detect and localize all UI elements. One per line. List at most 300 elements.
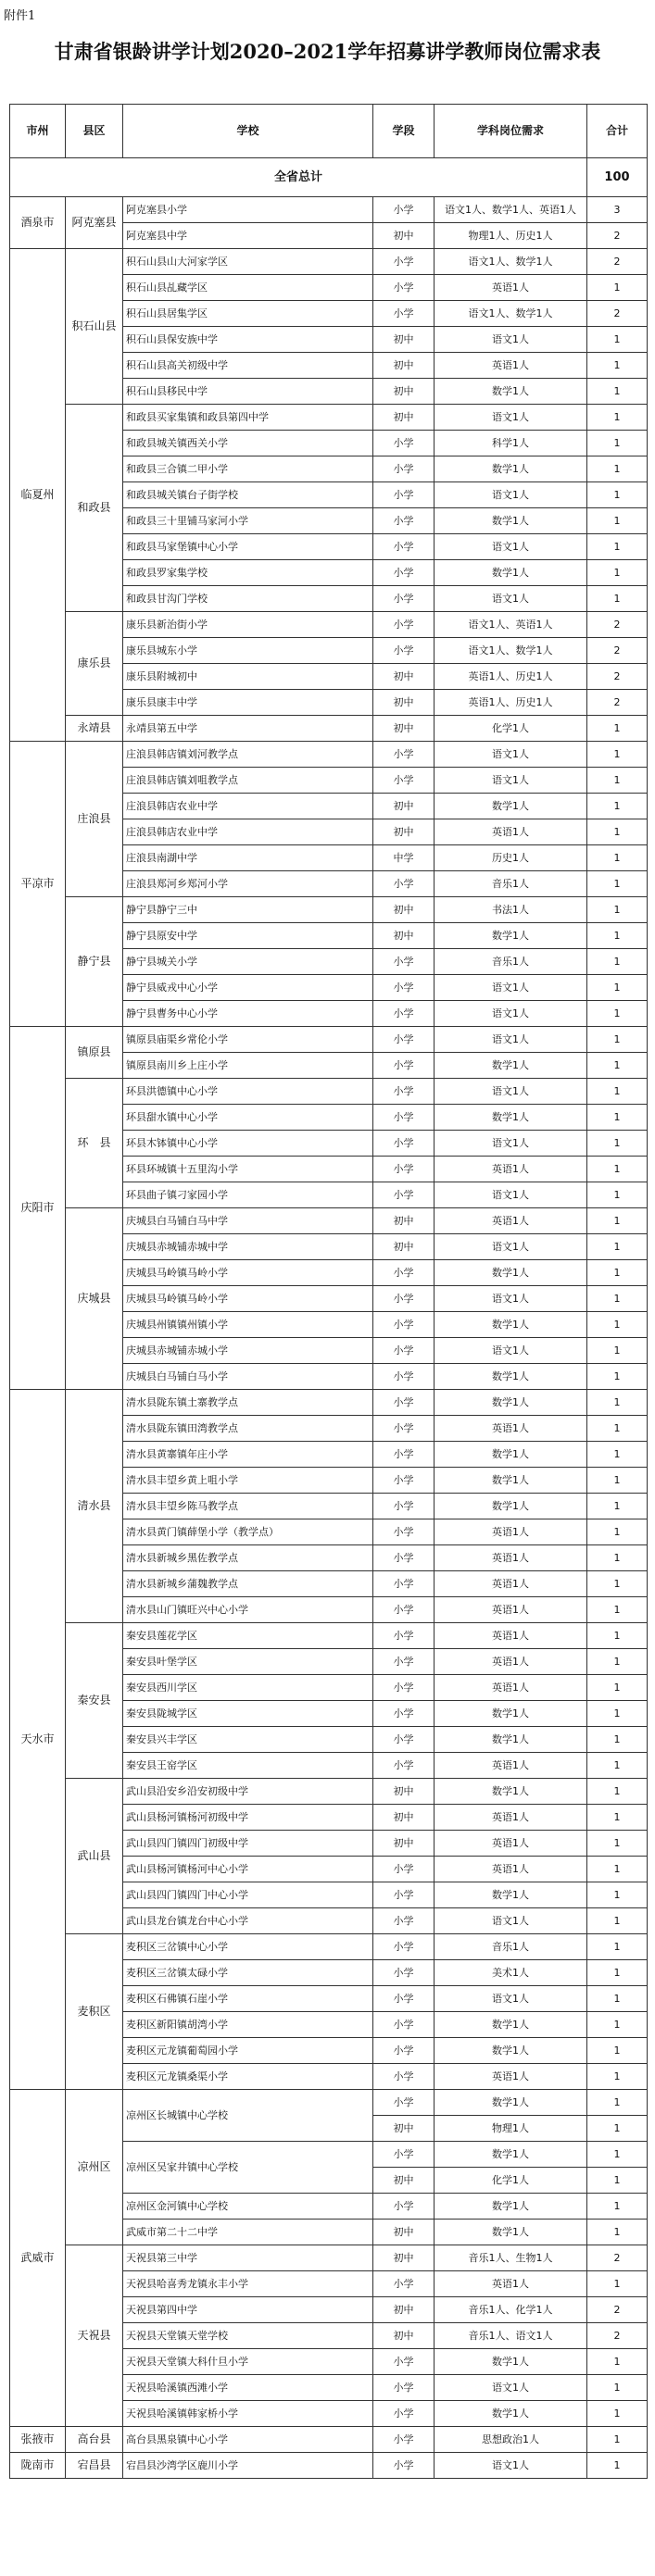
total-cell: 1 xyxy=(587,1286,648,1312)
need-cell: 英语1人 xyxy=(435,1753,587,1779)
school-cell: 武山县四门镇四门初级中学 xyxy=(123,1831,373,1857)
need-cell: 语文1人 xyxy=(435,327,587,353)
school-cell: 镇原县南川乡上庄小学 xyxy=(123,1053,373,1079)
need-cell: 英语1人 xyxy=(435,1597,587,1623)
total-cell: 1 xyxy=(587,2349,648,2375)
school-cell: 环县环城镇十五里沟小学 xyxy=(123,1157,373,1182)
stage-cell: 小学 xyxy=(373,482,435,508)
school-cell: 和政县城关镇西关小学 xyxy=(123,431,373,456)
total-cell: 1 xyxy=(587,1105,648,1131)
header-need: 学科岗位需求 xyxy=(435,105,587,158)
total-cell: 1 xyxy=(587,1779,648,1805)
total-cell: 2 xyxy=(587,2323,648,2349)
total-cell: 1 xyxy=(587,923,648,949)
county-cell: 武山县 xyxy=(66,1779,123,1934)
total-cell: 1 xyxy=(587,2012,648,2038)
stage-cell: 小学 xyxy=(373,1131,435,1157)
total-cell: 1 xyxy=(587,2453,648,2479)
need-cell: 语文1人 xyxy=(435,1182,587,1208)
stage-cell: 小学 xyxy=(373,2271,435,2297)
total-cell: 1 xyxy=(587,2142,648,2168)
city-cell: 天水市 xyxy=(10,1390,66,2090)
school-cell: 积石山县高关初级中学 xyxy=(123,353,373,379)
total-cell: 1 xyxy=(587,1001,648,1027)
need-cell: 物理1人 xyxy=(435,2116,587,2142)
stage-cell: 小学 xyxy=(373,1623,435,1649)
stage-cell: 小学 xyxy=(373,1986,435,2012)
table-row xyxy=(10,897,648,923)
stage-cell: 小学 xyxy=(373,1519,435,1545)
grand-total-value: 100 xyxy=(587,158,648,197)
need-cell: 思想政治1人 xyxy=(435,2427,587,2453)
stage-cell: 小学 xyxy=(373,1312,435,1338)
city-cell: 庆阳市 xyxy=(10,1027,66,1390)
need-cell: 数学1人 xyxy=(435,1882,587,1908)
need-cell: 数学1人 xyxy=(435,2038,587,2064)
school-cell: 清水县陇东镇田湾教学点 xyxy=(123,1416,373,1442)
county-cell: 环 县 xyxy=(66,1079,123,1208)
stage-cell: 初中 xyxy=(373,2297,435,2323)
school-cell: 凉州区吴家井镇中心学校 xyxy=(123,2142,373,2194)
need-cell: 数学1人 xyxy=(435,1494,587,1519)
header-row xyxy=(10,105,648,158)
total-cell: 1 xyxy=(587,2168,648,2194)
header-city: 市州 xyxy=(10,105,66,158)
total-cell: 1 xyxy=(587,456,648,482)
stage-cell: 初中 xyxy=(373,353,435,379)
total-cell: 1 xyxy=(587,949,648,975)
stage-cell: 初中 xyxy=(373,794,435,819)
need-cell: 语文1人 xyxy=(435,586,587,612)
stage-cell: 小学 xyxy=(373,1260,435,1286)
stage-cell: 小学 xyxy=(373,1157,435,1182)
table-row xyxy=(10,405,648,431)
school-cell: 秦安县王窑学区 xyxy=(123,1753,373,1779)
school-cell: 环县木钵镇中心小学 xyxy=(123,1131,373,1157)
total-cell: 1 xyxy=(587,768,648,794)
need-cell: 英语1人 xyxy=(435,1649,587,1675)
stage-cell: 小学 xyxy=(373,2375,435,2401)
need-cell: 书法1人 xyxy=(435,897,587,923)
school-cell: 武威市第二十二中学 xyxy=(123,2220,373,2245)
school-cell: 静宁县曹务中心小学 xyxy=(123,1001,373,1027)
stage-cell: 小学 xyxy=(373,1571,435,1597)
grand-total-label: 全省总计 xyxy=(10,158,587,197)
school-cell: 天祝县哈喜秀龙镇永丰小学 xyxy=(123,2271,373,2297)
total-cell: 1 xyxy=(587,1182,648,1208)
county-cell: 和政县 xyxy=(66,405,123,612)
table-row xyxy=(10,2427,648,2453)
stage-cell: 小学 xyxy=(373,975,435,1001)
total-cell: 1 xyxy=(587,716,648,742)
stage-cell: 小学 xyxy=(373,2349,435,2375)
stage-cell: 小学 xyxy=(373,1597,435,1623)
stage-cell: 小学 xyxy=(373,2427,435,2453)
total-cell: 1 xyxy=(587,353,648,379)
need-cell: 语文1人 xyxy=(435,2453,587,2479)
stage-cell: 小学 xyxy=(373,638,435,664)
stage-cell: 初中 xyxy=(373,1234,435,1260)
stage-cell: 小学 xyxy=(373,2064,435,2090)
city-cell: 武威市 xyxy=(10,2090,66,2427)
need-cell: 数学1人 xyxy=(435,1260,587,1286)
stage-cell: 小学 xyxy=(373,612,435,638)
need-cell: 语文1人 xyxy=(435,1001,587,1027)
school-cell: 庆城县赤城铺赤城中学 xyxy=(123,1234,373,1260)
stage-cell: 小学 xyxy=(373,508,435,534)
need-cell: 语文1人、数学1人 xyxy=(435,638,587,664)
need-cell: 英语1人 xyxy=(435,1805,587,1831)
need-cell: 数学1人 xyxy=(435,1442,587,1468)
total-cell: 1 xyxy=(587,1623,648,1649)
total-cell: 1 xyxy=(587,1571,648,1597)
stage-cell: 小学 xyxy=(373,2401,435,2427)
total-cell: 1 xyxy=(587,819,648,845)
school-cell: 凉州区长城镇中心学校 xyxy=(123,2090,373,2142)
stage-cell: 小学 xyxy=(373,1882,435,1908)
table-row xyxy=(10,2090,648,2116)
total-cell: 1 xyxy=(587,1131,648,1157)
need-cell: 语文1人 xyxy=(435,1908,587,1934)
table-row xyxy=(10,249,648,275)
school-cell: 庄浪县南湖中学 xyxy=(123,845,373,871)
county-cell: 静宁县 xyxy=(66,897,123,1027)
need-cell: 数学1人 xyxy=(435,1701,587,1727)
need-cell: 语文1人、数学1人 xyxy=(435,301,587,327)
total-cell: 2 xyxy=(587,2245,648,2271)
table-row xyxy=(10,1779,648,1805)
total-cell: 1 xyxy=(587,1649,648,1675)
header-total: 合计 xyxy=(587,105,648,158)
need-cell: 化学1人 xyxy=(435,2168,587,2194)
school-cell: 庄浪县韩店镇刘咀教学点 xyxy=(123,768,373,794)
need-cell: 音乐1人 xyxy=(435,1934,587,1960)
school-cell: 秦安县莲花学区 xyxy=(123,1623,373,1649)
school-cell: 庆城县白马铺白马中学 xyxy=(123,1208,373,1234)
need-cell: 数学1人 xyxy=(435,379,587,405)
school-cell: 庆城县州镇镇州镇小学 xyxy=(123,1312,373,1338)
school-cell: 和政县三十里铺马家河小学 xyxy=(123,508,373,534)
table-row xyxy=(10,1027,648,1053)
school-cell: 阿克塞县小学 xyxy=(123,197,373,223)
total-cell: 2 xyxy=(587,690,648,716)
table-row xyxy=(10,1079,648,1105)
total-cell: 1 xyxy=(587,1597,648,1623)
need-cell: 语文1人、英语1人 xyxy=(435,612,587,638)
school-cell: 庆城县白马铺白马小学 xyxy=(123,1364,373,1390)
school-cell: 秦安县兴丰学区 xyxy=(123,1727,373,1753)
total-cell: 1 xyxy=(587,379,648,405)
stage-cell: 初中 xyxy=(373,2116,435,2142)
total-cell: 1 xyxy=(587,586,648,612)
city-cell: 平凉市 xyxy=(10,742,66,1027)
school-cell: 康乐县新治街小学 xyxy=(123,612,373,638)
stage-cell: 小学 xyxy=(373,1053,435,1079)
school-cell: 庆城县马岭镇马岭小学 xyxy=(123,1286,373,1312)
stage-cell: 小学 xyxy=(373,249,435,275)
attachment-label: 附件1 xyxy=(4,9,36,23)
stage-cell: 小学 xyxy=(373,1468,435,1494)
total-cell: 1 xyxy=(587,1857,648,1882)
need-cell: 数学1人 xyxy=(435,923,587,949)
table-row xyxy=(10,612,648,638)
school-cell: 宕昌县沙湾学区鹿川小学 xyxy=(123,2453,373,2479)
school-cell: 庄浪县韩店农业中学 xyxy=(123,794,373,819)
total-cell: 1 xyxy=(587,1805,648,1831)
county-cell: 康乐县 xyxy=(66,612,123,716)
stage-cell: 小学 xyxy=(373,456,435,482)
stage-cell: 初中 xyxy=(373,2168,435,2194)
total-cell: 2 xyxy=(587,638,648,664)
need-cell: 音乐1人、生物1人 xyxy=(435,2245,587,2271)
school-cell: 康乐县附城初中 xyxy=(123,664,373,690)
stage-cell: 初中 xyxy=(373,1208,435,1234)
city-cell: 陇南市 xyxy=(10,2453,66,2479)
school-cell: 武山县杨河镇杨河中心小学 xyxy=(123,1857,373,1882)
need-cell: 数学1人 xyxy=(435,2349,587,2375)
total-cell: 1 xyxy=(587,1494,648,1519)
need-cell: 数学1人 xyxy=(435,1727,587,1753)
stage-cell: 小学 xyxy=(373,1416,435,1442)
stage-cell: 小学 xyxy=(373,1442,435,1468)
stage-cell: 小学 xyxy=(373,2142,435,2168)
total-cell: 1 xyxy=(587,327,648,353)
stage-cell: 小学 xyxy=(373,768,435,794)
school-cell: 天祝县哈溪镇韩家桥小学 xyxy=(123,2401,373,2427)
need-cell: 物理1人、历史1人 xyxy=(435,223,587,249)
total-cell: 1 xyxy=(587,1312,648,1338)
stage-cell: 初中 xyxy=(373,2220,435,2245)
school-cell: 康乐县城东小学 xyxy=(123,638,373,664)
total-cell: 1 xyxy=(587,742,648,768)
need-cell: 数学1人 xyxy=(435,2142,587,2168)
need-cell: 英语1人 xyxy=(435,1208,587,1234)
page-title: 甘肃省银龄讲学计划2020–2021学年招募讲学教师岗位需求表 xyxy=(54,40,601,63)
need-cell: 语文1人 xyxy=(435,742,587,768)
county-cell: 清水县 xyxy=(66,1390,123,1623)
total-cell: 1 xyxy=(587,1468,648,1494)
total-cell: 1 xyxy=(587,2375,648,2401)
county-cell: 阿克塞县 xyxy=(66,197,123,249)
county-cell: 庄浪县 xyxy=(66,742,123,897)
total-cell: 1 xyxy=(587,2427,648,2453)
school-cell: 和政县马家堡镇中心小学 xyxy=(123,534,373,560)
total-cell: 1 xyxy=(587,275,648,301)
need-cell: 数学1人 xyxy=(435,1779,587,1805)
stage-cell: 小学 xyxy=(373,1649,435,1675)
table-row xyxy=(10,1390,648,1416)
county-cell: 永靖县 xyxy=(66,716,123,742)
need-cell: 英语1人 xyxy=(435,1157,587,1182)
stage-cell: 初中 xyxy=(373,664,435,690)
need-cell: 语文1人、数学1人、英语1人 xyxy=(435,197,587,223)
need-cell: 数学1人 xyxy=(435,1390,587,1416)
total-cell: 2 xyxy=(587,2297,648,2323)
school-cell: 静宁县原安中学 xyxy=(123,923,373,949)
header-county: 县区 xyxy=(66,105,123,158)
stage-cell: 小学 xyxy=(373,2038,435,2064)
stage-cell: 小学 xyxy=(373,1857,435,1882)
stage-cell: 小学 xyxy=(373,301,435,327)
school-cell: 环县洪德镇中心小学 xyxy=(123,1079,373,1105)
total-cell: 2 xyxy=(587,249,648,275)
stage-cell: 小学 xyxy=(373,197,435,223)
school-cell: 积石山县移民中学 xyxy=(123,379,373,405)
need-cell: 英语1人 xyxy=(435,2064,587,2090)
need-cell: 音乐1人、语文1人 xyxy=(435,2323,587,2349)
total-cell: 1 xyxy=(587,1053,648,1079)
school-cell: 庄浪县韩店镇刘河教学点 xyxy=(123,742,373,768)
total-cell: 1 xyxy=(587,1908,648,1934)
need-cell: 语文1人 xyxy=(435,975,587,1001)
school-cell: 清水县黄门镇薛堡小学（教学点） xyxy=(123,1519,373,1545)
school-cell: 积石山县保安族中学 xyxy=(123,327,373,353)
school-cell: 静宁县静宁三中 xyxy=(123,897,373,923)
need-cell: 音乐1人 xyxy=(435,949,587,975)
need-cell: 数学1人 xyxy=(435,1364,587,1390)
need-cell: 英语1人 xyxy=(435,1519,587,1545)
need-cell: 英语1人 xyxy=(435,819,587,845)
total-cell: 1 xyxy=(587,2220,648,2245)
stage-cell: 小学 xyxy=(373,2012,435,2038)
school-cell: 天祝县哈溪镇西滩小学 xyxy=(123,2375,373,2401)
total-cell: 1 xyxy=(587,482,648,508)
total-cell: 1 xyxy=(587,508,648,534)
total-cell: 1 xyxy=(587,1079,648,1105)
need-cell: 数学1人 xyxy=(435,508,587,534)
need-cell: 英语1人 xyxy=(435,353,587,379)
city-cell: 临夏州 xyxy=(10,249,66,742)
school-cell: 清水县山门镇旺兴中心小学 xyxy=(123,1597,373,1623)
school-cell: 凉州区金河镇中心学校 xyxy=(123,2194,373,2220)
county-cell: 庆城县 xyxy=(66,1208,123,1390)
need-cell: 语文1人 xyxy=(435,768,587,794)
county-cell: 麦积区 xyxy=(66,1934,123,2090)
school-cell: 清水县丰望乡黄上咀小学 xyxy=(123,1468,373,1494)
total-cell: 1 xyxy=(587,1519,648,1545)
county-cell: 秦安县 xyxy=(66,1623,123,1779)
total-cell: 1 xyxy=(587,431,648,456)
need-cell: 数学1人 xyxy=(435,456,587,482)
stage-cell: 小学 xyxy=(373,1001,435,1027)
city-cell: 酒泉市 xyxy=(10,197,66,249)
school-cell: 清水县黄寨镇年庄小学 xyxy=(123,1442,373,1468)
stage-cell: 小学 xyxy=(373,2090,435,2116)
school-cell: 麦积区三岔镇太碌小学 xyxy=(123,1960,373,1986)
stage-cell: 小学 xyxy=(373,586,435,612)
need-cell: 英语1人、历史1人 xyxy=(435,690,587,716)
table-row xyxy=(10,742,648,768)
county-cell: 积石山县 xyxy=(66,249,123,405)
school-cell: 庄浪县郑河乡郑河小学 xyxy=(123,871,373,897)
school-cell: 秦安县陇城学区 xyxy=(123,1701,373,1727)
need-cell: 科学1人 xyxy=(435,431,587,456)
total-cell: 1 xyxy=(587,2090,648,2116)
school-cell: 镇原县庙渠乡常伦小学 xyxy=(123,1027,373,1053)
need-cell: 化学1人 xyxy=(435,716,587,742)
need-cell: 音乐1人、化学1人 xyxy=(435,2297,587,2323)
stage-cell: 小学 xyxy=(373,1027,435,1053)
need-cell: 英语1人 xyxy=(435,275,587,301)
school-cell: 积石山县山大河家学区 xyxy=(123,249,373,275)
table-row xyxy=(10,197,648,223)
total-cell: 2 xyxy=(587,612,648,638)
stage-cell: 小学 xyxy=(373,2453,435,2479)
school-cell: 秦安县叶堡学区 xyxy=(123,1649,373,1675)
total-cell: 1 xyxy=(587,1364,648,1390)
table-row xyxy=(10,2453,648,2479)
total-cell: 1 xyxy=(587,1442,648,1468)
stage-cell: 初中 xyxy=(373,819,435,845)
total-cell: 1 xyxy=(587,975,648,1001)
school-cell: 阿克塞县中学 xyxy=(123,223,373,249)
need-cell: 数学1人 xyxy=(435,794,587,819)
need-cell: 语文1人 xyxy=(435,405,587,431)
stage-cell: 中学 xyxy=(373,845,435,871)
stage-cell: 初中 xyxy=(373,1805,435,1831)
table-row xyxy=(10,1623,648,1649)
stage-cell: 初中 xyxy=(373,716,435,742)
school-cell: 清水县新城乡蒲魏教学点 xyxy=(123,1571,373,1597)
need-cell: 语文1人 xyxy=(435,1338,587,1364)
need-cell: 语文1人 xyxy=(435,1234,587,1260)
stage-cell: 小学 xyxy=(373,742,435,768)
total-cell: 1 xyxy=(587,1831,648,1857)
total-cell: 1 xyxy=(587,1986,648,2012)
stage-cell: 小学 xyxy=(373,1364,435,1390)
stage-cell: 小学 xyxy=(373,1338,435,1364)
school-cell: 环县曲子镇刁家园小学 xyxy=(123,1182,373,1208)
total-cell: 1 xyxy=(587,405,648,431)
total-cell: 1 xyxy=(587,1753,648,1779)
stage-cell: 小学 xyxy=(373,275,435,301)
stage-cell: 小学 xyxy=(373,949,435,975)
school-cell: 武山县龙台镇龙台中心小学 xyxy=(123,1908,373,1934)
school-cell: 武山县四门镇四门中心小学 xyxy=(123,1882,373,1908)
need-cell: 语文1人 xyxy=(435,534,587,560)
need-cell: 数学1人 xyxy=(435,2401,587,2427)
need-cell: 英语1人 xyxy=(435,1545,587,1571)
stage-cell: 小学 xyxy=(373,1182,435,1208)
school-cell: 和政县三合镇二甲小学 xyxy=(123,456,373,482)
total-cell: 1 xyxy=(587,2116,648,2142)
total-cell: 1 xyxy=(587,1234,648,1260)
total-cell: 1 xyxy=(587,1701,648,1727)
stage-cell: 小学 xyxy=(373,1494,435,1519)
total-cell: 1 xyxy=(587,1545,648,1571)
school-cell: 庆城县赤城铺赤城小学 xyxy=(123,1338,373,1364)
need-cell: 历史1人 xyxy=(435,845,587,871)
stage-cell: 小学 xyxy=(373,1727,435,1753)
school-cell: 康乐县康丰中学 xyxy=(123,690,373,716)
school-cell: 清水县丰望乡陈马教学点 xyxy=(123,1494,373,1519)
need-cell: 英语1人 xyxy=(435,1831,587,1857)
need-cell: 语文1人 xyxy=(435,1079,587,1105)
stage-cell: 初中 xyxy=(373,379,435,405)
school-cell: 天祝县第三中学 xyxy=(123,2245,373,2271)
total-cell: 1 xyxy=(587,1727,648,1753)
need-cell: 数学1人 xyxy=(435,2090,587,2116)
county-cell: 凉州区 xyxy=(66,2090,123,2245)
need-cell: 语文1人、数学1人 xyxy=(435,249,587,275)
school-cell: 清水县新城乡黑佐教学点 xyxy=(123,1545,373,1571)
need-cell: 英语1人 xyxy=(435,1675,587,1701)
table-row xyxy=(10,716,648,742)
teacher-demand-table xyxy=(9,104,648,2479)
total-cell: 3 xyxy=(587,197,648,223)
table-row xyxy=(10,2245,648,2271)
total-cell: 1 xyxy=(587,1157,648,1182)
